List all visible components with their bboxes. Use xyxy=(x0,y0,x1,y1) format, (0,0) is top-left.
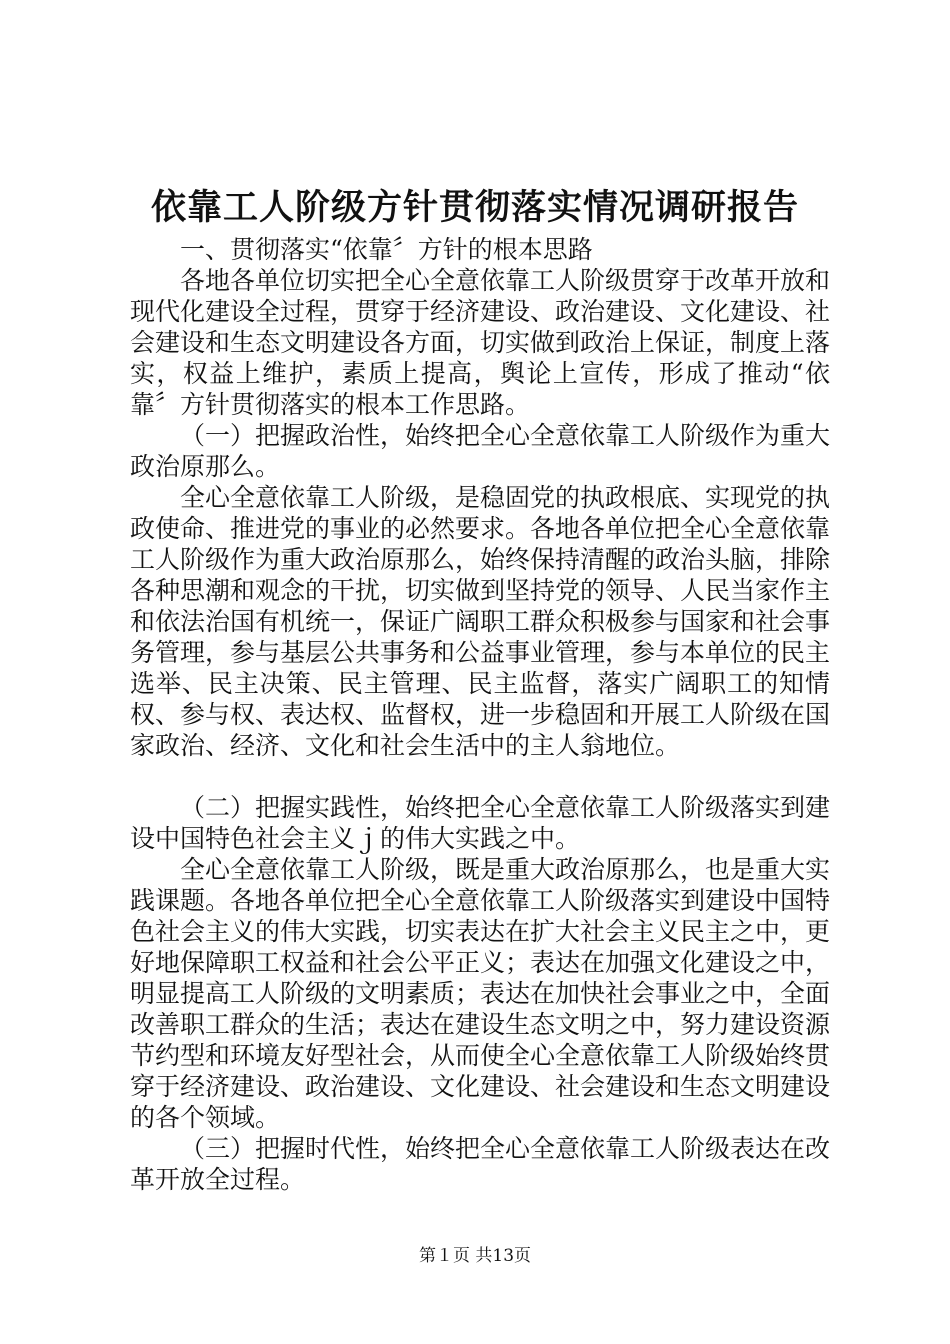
page-number: 第１页 共13页 xyxy=(418,1246,532,1266)
document-body xyxy=(130,234,830,1195)
paragraph: 全心全意依靠工人阶级，是稳固党的执政根底、实现党的执政使命、推进党的事业的必然要求。各地各单位把全心全意依靠工人阶级作为重大政治原那么，始终保持清醒的政治头脑，排除各种思潮和观念的干扰，切实做到坚持党的领导、人民当家作主和依法治国有机统一，保证广阔职工群众积极参与国家和社会事务管理，参与基层公共事务和公益事业管理，参与本单位的民主选举、民主决策、民主管理、民主监督，落实广阔职工的知情权、参与权、表达权、监督权，进一步稳固和开展工人阶级在国家政治、经济、文化和社会生活中的主人翁地位。 xyxy=(130,483,831,760)
paragraph: 全心全意依靠工人阶级，既是重大政治原那么，也是重大实践课题。各地各单位把全心全意依靠工人阶级落实到建设中国特色社会主义的伟大实践，切实表达在扩大社会主义民主之中，更好地保障职工权益和社会公平正义；表达在加强文化建设之中，明显提高工人阶级的文明素质；表达在加快社会事业之中，全面改善职工群众的生活；表达在建设生态文明之中，努力建设资源节约型和环境友好型社会，从而使全心全意依靠工人阶级始终贯穿于经济建设、政治建设、文化建设、社会建设和生态文明建设的各个领域。 xyxy=(130,855,831,1132)
document-title: 依靠工人阶级方针贯彻落实情况调研报告 xyxy=(150,187,799,228)
subsection-heading: （三）把握时代性，始终把全心全意依靠工人阶级表达在改革开放全过程。 xyxy=(130,1134,831,1194)
subsection-heading: （二）把握实践性，始终把全心全意依靠工人阶级落实到建设中国特色社会主义ｊ的伟大实践之中。 xyxy=(130,793,831,853)
section-heading: 一、贯彻落实“依靠〞方针的根本思路 xyxy=(180,235,593,264)
subsection-heading: （一）把握政治性，始终把全心全意依靠工人阶级作为重大政治原那么。 xyxy=(130,421,831,481)
paragraph: 各地各单位切实把全心全意依靠工人阶级贯穿于改革开放和现代化建设全过程，贯穿于经济建设、政治建设、文化建设、社会建设和生态文明建设各方面，切实做到政治上保证，制度上落实，权益上维护，素质上提高，舆论上宣传，形成了推动“依靠〞方针贯彻落实的根本工作思路。 xyxy=(130,266,831,419)
paragraph-spacer xyxy=(130,761,830,792)
